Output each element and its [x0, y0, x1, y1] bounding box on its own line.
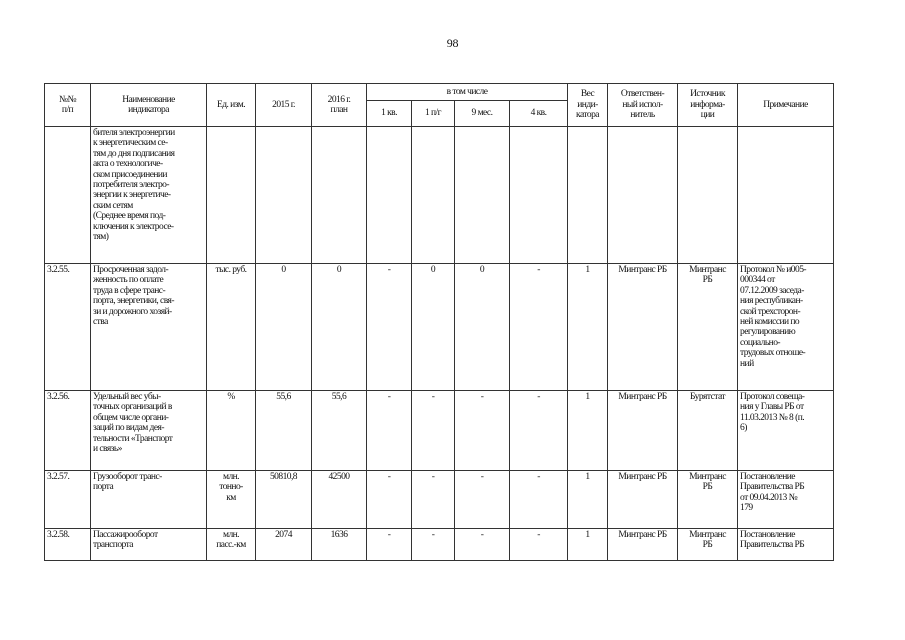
row-q4: - [510, 471, 568, 529]
row-responsible [608, 127, 678, 264]
header-num: №№ п/п [45, 84, 91, 127]
row-num [45, 127, 91, 264]
row-q1: - [367, 391, 412, 471]
row-2015: 2074 [256, 529, 312, 561]
header-unit: Ед. изм. [207, 84, 256, 127]
header-weight: Вес инди- катора [568, 84, 608, 127]
row-2015: 55,6 [256, 391, 312, 471]
row-responsible: Минтранс РБ [608, 391, 678, 471]
row-q4: - [510, 264, 568, 391]
row-weight: 1 [568, 391, 608, 471]
row-q4 [510, 127, 568, 264]
row-source: Минтранс РБ [678, 471, 738, 529]
row-unit: млн. тонно- км [207, 471, 256, 529]
row-q1: - [367, 529, 412, 561]
row-note: Постановление Правительства РБ [738, 529, 834, 561]
page-number: 98 [446, 36, 459, 50]
row-q1 [367, 127, 412, 264]
row-source: Минтранс РБ [678, 529, 738, 561]
row-unit: % [207, 391, 256, 471]
row-source: Бурятстат [678, 391, 738, 471]
row-note: Постановление Правительства РБ от 09.04.2013 № 179 [738, 471, 834, 529]
row-indicator-name: Пассажирооборот транспорта [91, 529, 207, 561]
row-unit: тыс. руб. [207, 264, 256, 391]
row-note: Протокол совеща- ния у Главы РБ от 11.03.2013 № 8 (п. 6) [738, 391, 834, 471]
row-2016-plan [312, 127, 367, 264]
row-2015: 0 [256, 264, 312, 391]
table-row [45, 471, 834, 529]
row-2016-plan: 55,6 [312, 391, 367, 471]
row-h1: - [412, 471, 455, 529]
row-responsible: Минтранс РБ [608, 529, 678, 561]
header-q4: 4 кв. [510, 101, 568, 127]
header-source: Источник информа- ции [678, 84, 738, 127]
row-weight: 1 [568, 529, 608, 561]
row-h1: - [412, 529, 455, 561]
row-9m: - [455, 529, 510, 561]
row-note [738, 127, 834, 264]
row-num: 3.2.58. [45, 529, 91, 561]
header-responsible: Ответствен- ный испол- нитель [608, 84, 678, 127]
row-h1 [412, 127, 455, 264]
row-h1: 0 [412, 264, 455, 391]
row-2015 [256, 127, 312, 264]
row-indicator-name: Удельный вес убы- точных организаций в общем числе органи- заций по видам дея- тельности «Транспорт и связь» [91, 391, 207, 471]
header-2016-plan: 2016 г. план [312, 84, 367, 127]
header-note: Примечание [738, 84, 834, 127]
header-name: Наименование индикатора [91, 84, 207, 127]
row-q4: - [510, 391, 568, 471]
row-q1: - [367, 471, 412, 529]
header-2015: 2015 г. [256, 84, 312, 127]
row-indicator-name: бителя электроэнергии к энергетическим се- тям до дня подписания акта о технологиче- ском присоединении потребителя электро- энергии к энергетиче- ским сетям (Среднее время под- ключения к электросе- тям) [91, 127, 207, 264]
row-q4: - [510, 529, 568, 561]
row-h1: - [412, 391, 455, 471]
row-q1: - [367, 264, 412, 391]
row-9m: - [455, 471, 510, 529]
table-row [45, 264, 834, 391]
row-2015: 50810,8 [256, 471, 312, 529]
indicators-table [44, 83, 834, 561]
row-num: 3.2.57. [45, 471, 91, 529]
row-responsible: Минтранс РБ [608, 471, 678, 529]
row-weight: 1 [568, 264, 608, 391]
header-q1: 1 кв. [367, 101, 412, 127]
row-unit: млн. пасс.-км [207, 529, 256, 561]
row-indicator-name: Просроченная задол- женность по оплате труда в сфере транс- порта, энергетики, свя- зи и дорожного хозяй- ства [91, 264, 207, 391]
header-including: в том числе [367, 84, 568, 101]
row-2016-plan: 42500 [312, 471, 367, 529]
row-unit [207, 127, 256, 264]
row-weight [568, 127, 608, 264]
table-row [45, 391, 834, 471]
row-responsible: Минтранс РБ [608, 264, 678, 391]
header-h1: 1 п/г [412, 101, 455, 127]
row-indicator-name: Грузооборот транс- порта [91, 471, 207, 529]
table-row [45, 127, 834, 264]
row-2016-plan: 0 [312, 264, 367, 391]
row-source: Минтранс РБ [678, 264, 738, 391]
row-9m: - [455, 391, 510, 471]
row-source [678, 127, 738, 264]
row-9m [455, 127, 510, 264]
table-row [45, 529, 834, 561]
row-2016-plan: 1636 [312, 529, 367, 561]
row-weight: 1 [568, 471, 608, 529]
row-num: 3.2.56. [45, 391, 91, 471]
header-9m: 9 мес. [455, 101, 510, 127]
row-note: Протокол № и005- 000344 от 07.12.2009 заседа- ния республикан- ской трехсторон- ней комиссии по регулированию социально- трудовых отноше- ний [738, 264, 834, 391]
row-num: 3.2.55. [45, 264, 91, 391]
row-9m: 0 [455, 264, 510, 391]
